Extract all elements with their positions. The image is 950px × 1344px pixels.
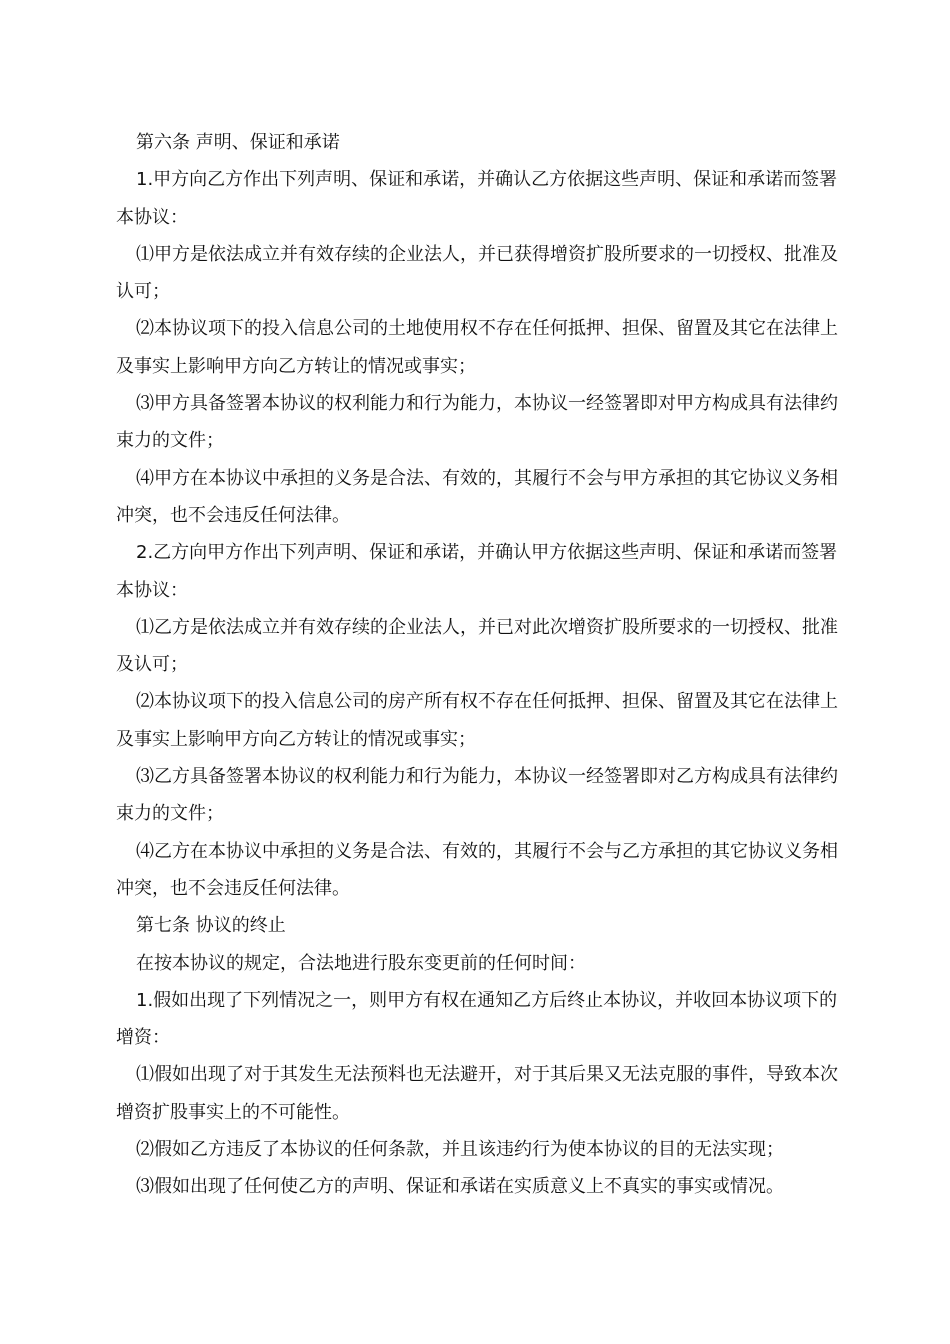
paragraph: 1.甲方向乙方作出下列声明、保证和承诺，并确认乙方依据这些声明、保证和承诺而签署本协议：: [116, 169, 838, 228]
article-6-heading: 第六条 声明、保证和承诺: [136, 132, 340, 153]
article-7-heading: 第七条 协议的终止: [136, 915, 286, 937]
paragraph: ⑴乙方是依法成立并有效存续的企业法人，并已对此次增资扩股所要求的一切授权、批准及认可；: [116, 616, 838, 676]
paragraph: ⑶甲方具备签署本协议的权利能力和行为能力，本协议一经签署即对甲方构成具有法律约束力的文件；: [116, 393, 838, 452]
paragraph: ⑷乙方在本协议中承担的义务是合法、有效的，其履行不会与乙方承担的其它协议义务相冲突，也不会违反任何法律。: [116, 840, 838, 899]
paragraph: 2.乙方向甲方作出下列声明、保证和承诺，并确认甲方依据这些声明、保证和承诺而签署本协议：: [116, 542, 838, 601]
paragraph: ⑵本协议项下的投入信息公司的土地使用权不存在任何抵押、担保、留置及其它在法律上及事实上影响甲方向乙方转让的情况或事实；: [116, 318, 838, 377]
paragraph: 1.假如出现了下列情况之一，则甲方有权在通知乙方后终止本协议，并收回本协议项下的增资：: [116, 989, 838, 1049]
paragraph: ⑶假如出现了任何使乙方的声明、保证和承诺在实质意义上不真实的事实或情况。: [136, 1176, 784, 1198]
paragraph: ⑵假如乙方违反了本协议的任何条款，并且该违约行为使本协议的目的无法实现；: [136, 1139, 784, 1161]
paragraph: ⑷甲方在本协议中承担的义务是合法、有效的，其履行不会与甲方承担的其它协议义务相冲突，也不会违反任何法律。: [116, 467, 838, 526]
paragraph: ⑴甲方是依法成立并有效存续的企业法人，并已获得增资扩股所要求的一切授权、批准及认可；: [116, 243, 838, 303]
paragraph: ⑶乙方具备签署本协议的权利能力和行为能力，本协议一经签署即对乙方构成具有法律约束力的文件；: [116, 766, 838, 825]
paragraph: ⑵本协议项下的投入信息公司的房产所有权不存在任何抵押、担保、留置及其它在法律上及事实上影响甲方向乙方转让的情况或事实；: [116, 691, 838, 750]
document-body: [116, 124, 838, 1206]
paragraph: ⑴假如出现了对于其发生无法预料也无法避开，对于其后果又无法克服的事件，导致本次增资扩股事实上的不可能性。: [116, 1064, 838, 1123]
paragraph: 在按本协议的规定，合法地进行股东变更前的任何时间：: [136, 952, 586, 974]
